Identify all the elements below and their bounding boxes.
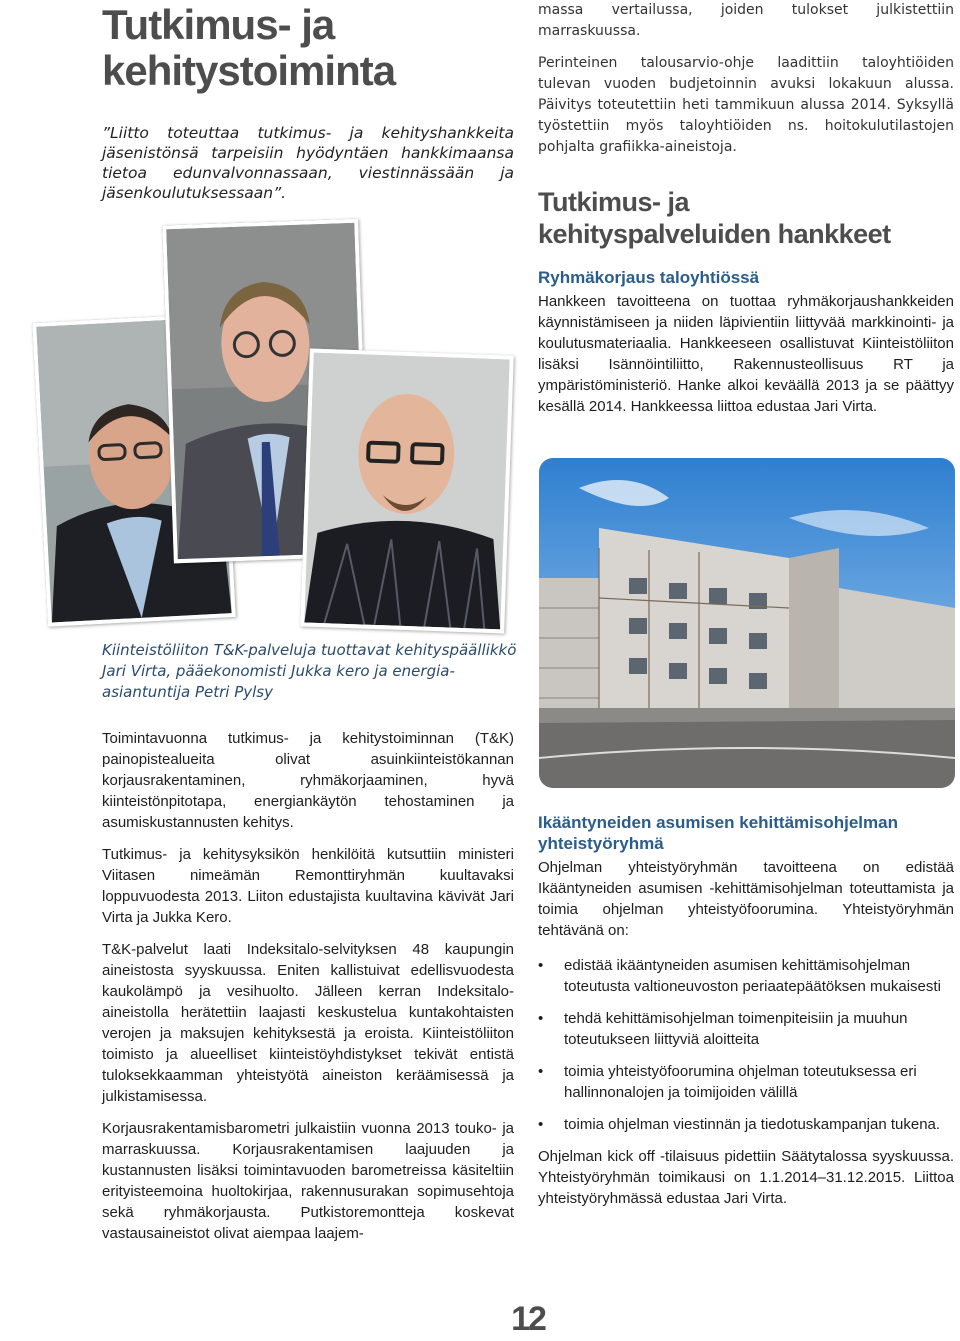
section-heading-hankkeet: Tutkimus- ja kehityspalveluiden hankkeet xyxy=(538,187,891,249)
construction-site-photo xyxy=(539,458,955,788)
paragraph-vertailu: massa vertailussa, joiden tulokset julkistettiin marraskuussa. xyxy=(538,2,954,39)
pull-quote: ”Liitto toteuttaa tutkimus- ja kehityshankkeita jäsenistönsä tarpeisiin hyödyntäen hankkimaansa tietoa edunvalvonnassaan, viestinnässään ja jäsenkoulutuksessaan”. xyxy=(102,124,514,202)
ikaantyneet-task-list xyxy=(538,955,954,1135)
ikaantyneet-block xyxy=(538,812,954,1220)
left-column xyxy=(102,728,514,1255)
ikaantyneet-heading: Ikääntyneiden asumisen kehittämisohjelman yhteistyöryhmä xyxy=(538,813,898,853)
list-item: • edistää ikääntyneiden asumisen kehittämisohjelman toteutusta valtioneuvoston periaatepäätöksen mukaisesti xyxy=(538,957,941,995)
ryhmakorjaus-text: Hankkeen tavoitteena on tuottaa ryhmäkorjaushankkeiden käynnistämiseen ja niiden läpivientiin liittyvää markkinointi- ja koulutusmateriaalia. Hankkeeseen osallistuvat Kiinteistöliiton lisäksi Isännöintiliitto, Rakennusteollisuus RT ja ympäristöministeriö. Hanke alkoi keväällä 2013 ja se päättyy kesällä 2014. Hankkeessa liittoa edustaa Jari Virta. xyxy=(538,293,954,415)
list-item: • toimia yhteistyöfoorumina ohjelman toteutuksessa eri hallinnonalojen ja toimijoiden välillä xyxy=(538,1063,917,1101)
bullet-icon: • xyxy=(538,1063,544,1080)
photo-caption: Kiinteistöliiton T&K-palveluja tuottavat kehityspäällikkö Jari Virta, pääekonomisti Jukka kero ja energia-asiantuntija Petri Pylsy xyxy=(102,641,517,701)
paragraph-remonttiryhma: Tutkimus- ja kehitysyksikön henkilöitä kutsuttiin ministeri Viitasen nimeämän Remonttiryhmän kuultavaksi loppuvuodesta 2013. Liiton edustajista kuultavina kävivät Jari Virta ja Jukka Kero. xyxy=(102,846,514,926)
bullet-icon: • xyxy=(538,1116,544,1133)
ikaantyneet-intro: Ohjelman yhteistyöryhmän tavoitteena on edistää Ikääntyneiden asumisen -kehittämisohjelman toteuttamista ja toimia ohjelman yhteistyöfoorumina. Yhteistyöryhmän tehtävänä on: xyxy=(538,859,954,939)
ryhmakorjaus-block xyxy=(538,267,954,428)
paragraph-painopistealueet: Toimintavuonna tutkimus- ja kehitystoiminnan (T&K) painopistealueita olivat asuinkiinteistökannan korjausrakentaminen, ryhmäkorjaaminen, hyvä kiinteistönpitotapa, energiankäytön tehostaminen ja asumiskustannusten kehitys. xyxy=(102,730,514,831)
ikaantyneet-outro: Ohjelman kick off -tilaisuus pidettiin Säätytalossa syyskuussa. Yhteistyöryhmän toimikausi on 1.1.2014–31.12.2015. Liittoa yhteistyöryhmässä edustaa Jari Virta. xyxy=(538,1148,954,1207)
page-number: 12 xyxy=(511,1300,545,1338)
page-title: Tutkimus- ja kehitystoiminta xyxy=(102,1,396,94)
bullet-icon: • xyxy=(538,957,544,974)
portrait-photo-petri-pylsy xyxy=(300,349,514,634)
paragraph-talousarvio-ohje: Perinteinen talousarvio-ohje laadittiin taloyhtiöiden tulevan vuoden budjetoinnin avuksi lokakuun alussa. Päivitys toteutettiin heti tammikuun alussa 2014. Syksyllä työstettiin myös taloyhtiöiden ns. hoitokulutilastojen pohjalta grafiikka-aineistoja. xyxy=(538,55,954,155)
paragraph-korjausrakentamisbarometri: Korjausrakentamisbarometri julkaistiin vuonna 2013 touko- ja marraskuussa. Korjausrakentamisen laajuuden ja kustannusten lisäksi toimintavuoden barometreissa käsiteltiin erityisteemoina huoltokirjaa, rakennusurakan sopimusehtoja sekä ryhmäkorjausta. Putkistoremontteja koskevat vastausaineistot olivat aiempaa laajem- xyxy=(102,1120,514,1242)
bullet-icon: • xyxy=(538,1010,544,1027)
ryhmakorjaus-heading: Ryhmäkorjaus taloyhtiössä xyxy=(538,268,760,287)
right-column-top xyxy=(538,0,954,169)
list-item: • tehdä kehittämisohjelman toimenpiteisiin ja muuhun toteutukseen liittyviä aloitteita xyxy=(538,1010,908,1048)
list-item: • toimia ohjelman viestinnän ja tiedotuskampanjan tukena. xyxy=(538,1116,941,1133)
paragraph-indeksitalo: T&K-palvelut laati Indeksitalo-selvityksen 48 kaupungin aineistosta syyskuussa. Eniten kallistuivat edellisvuodesta kaukolämpö ja vesihuolto. Jälleen kerran Indeksitalo-aineistolla herätettiin laajasti keskustelua kuntakohtaisten verojen ja maksujen kehityksestä ja eroista. Kiinteistöliiton toimisto ja alueelliset kiinteistöyhdistykset tekivät entistä tuloksekkaamman yhteistyötä aineiston keräämisessä ja julkistamisessa. xyxy=(102,941,514,1105)
